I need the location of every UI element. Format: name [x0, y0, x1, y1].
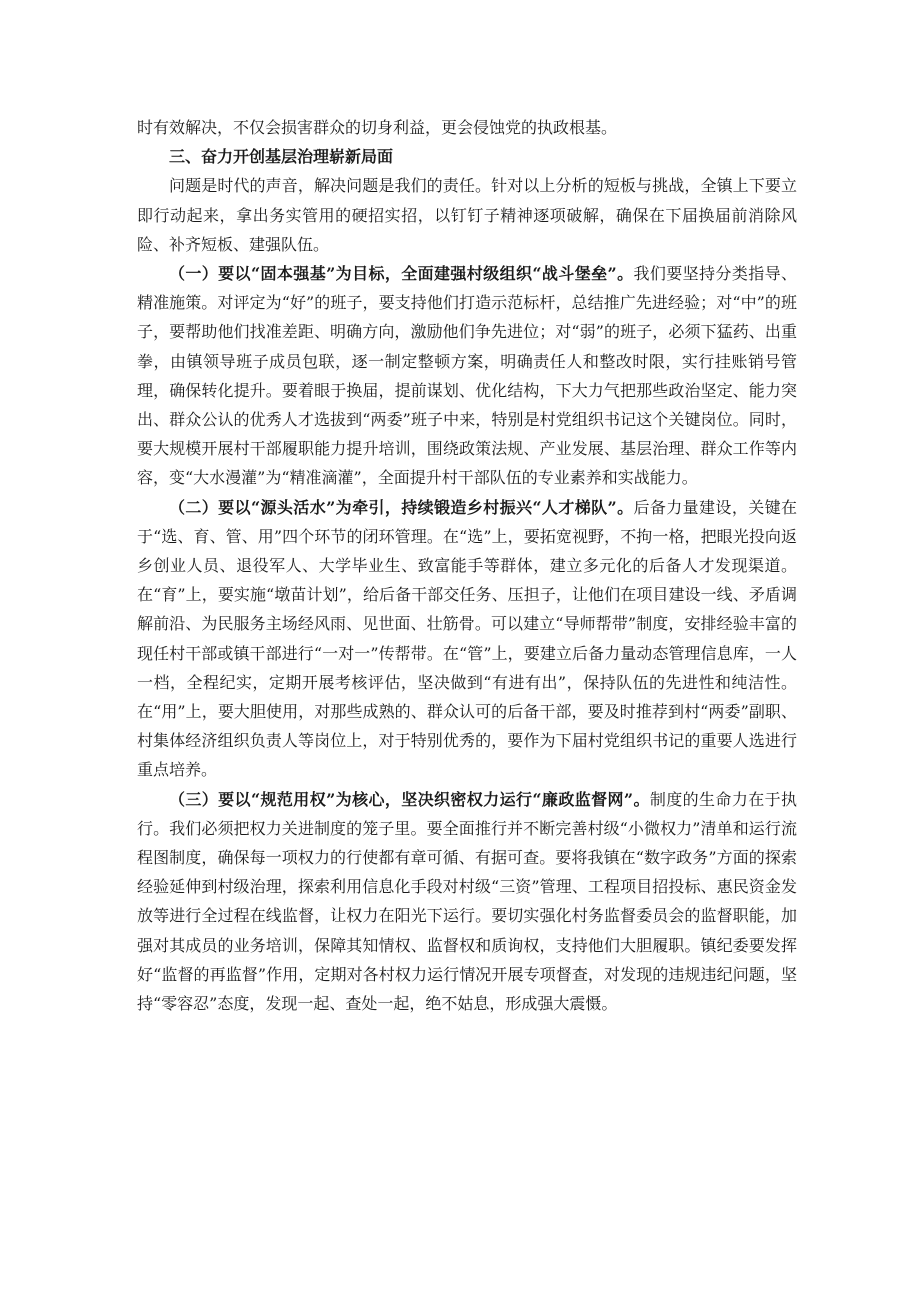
item-3-body: 制度的生命力在于执行。我们必须把权力关进制度的笼子里。要全面推行并不断完善村级“小微权力”清单和运行流程图制度，确保每一项权力的行使都有章可循、有据可查。要将我镇在“数字政务”方面的探索经验延伸到村级治理，探索利用信息化手段对村级“三资”管理、工程项目招投标、惠民资金发放等进行全过程在线监督，让权力在阳光下运行。要切实强化村务监督委员会的监督职能，加强对其成员的业务培训，保障其知情权、监督权和质询权，支持他们大胆履职。镇纪委要发挥好“监督的再监督”作用，定期对各村权力运行情况开展专项督查，对发现的违规违纪问题，坚持“零容忍”态度，发现一起、查处一起，绝不姑息，形成强大震慑。	[137, 789, 797, 1014]
item-3-lead: （三）要以“规范用权”为核心，坚决织密权力运行“廉政监督网”。	[169, 789, 650, 809]
item-1-lead: （一）要以“固本强基”为目标，全面建强村级组织“战斗堡垒”。	[169, 264, 634, 284]
document-page	[137, 113, 797, 1018]
paragraph-item-2	[137, 493, 797, 785]
paragraph-intro: 问题是时代的声音，解决问题是我们的责任。针对以上分析的短板与挑战，全镇上下要立即行动起来，拿出务实管用的硬招实招，以钉钉子精神逐项破解，确保在下届换届前消除风险、补齐短板、建强队伍。	[137, 176, 797, 254]
item-2-lead: （二）要以“源头活水”为牵引，持续锻造乡村振兴“人才梯队”。	[169, 497, 634, 517]
item-2-body: 后备力量建设，关键在于“选、育、管、用”四个环节的闭环管理。在“选”上，要拓宽视野，不拘一格，把眼光投向返乡创业人员、退役军人、大学毕业生、致富能手等群体，建立多元化的后备人才发现渠道。在“育”上，要实施“墩苗计划”，给后备干部交任务、压担子，让他们在项目建设一线、矛盾调解前沿、为民服务主场经风雨、见世面、壮筋骨。可以建立“导师帮带”制度，安排经验丰富的现任村干部或镇干部进行“一对一”传帮带。在“管”上，要建立后备力量动态管理信息库，一人一档，全程纪实，定期开展考核评估，坚决做到“有进有出”，保持队伍的先进性和纯洁性。在“用”上，要大胆使用，对那些成熟的、群众认可的后备干部，要及时推荐到村“两委”副职、村集体经济组织负责人等岗位上，对于特别优秀的，要作为下届村党组织书记的重要人选进行重点培养。	[137, 497, 797, 780]
paragraph-item-3	[137, 785, 797, 1019]
section-heading: 三、奋力开创基层治理崭新局面	[169, 147, 394, 167]
paragraph-continuation: 时有效解决，不仅会损害群众的切身利益，更会侵蚀党的执政根基。	[137, 118, 618, 137]
paragraph-item-1	[137, 259, 797, 493]
item-1-body: 我们要坚持分类指导、精准施策。对评定为“好”的班子，要支持他们打造示范标杆，总结推广先进经验；对“中”的班子，要帮助他们找准差距、明确方向，激励他们争先进位；对“弱”的班子，必须下猛药、出重拳，由镇领导班子成员包联，逐一制定整顿方案，明确责任人和整改时限，实行挂账销号管理，确保转化提升。要着眼于换届，提前谋划、优化结构，下大力气把那些政治坚定、能力突出、群众公认的优秀人才选拔到“两委”班子中来，特别是村党组织书记这个关键岗位。同时，要大规模开展村干部履职能力提升培训，围绕政策法规、产业发展、基层治理、群众工作等内容，变“大水漫灌”为“精准滴灌”，全面提升村干部队伍的专业素养和实战能力。	[137, 264, 797, 488]
